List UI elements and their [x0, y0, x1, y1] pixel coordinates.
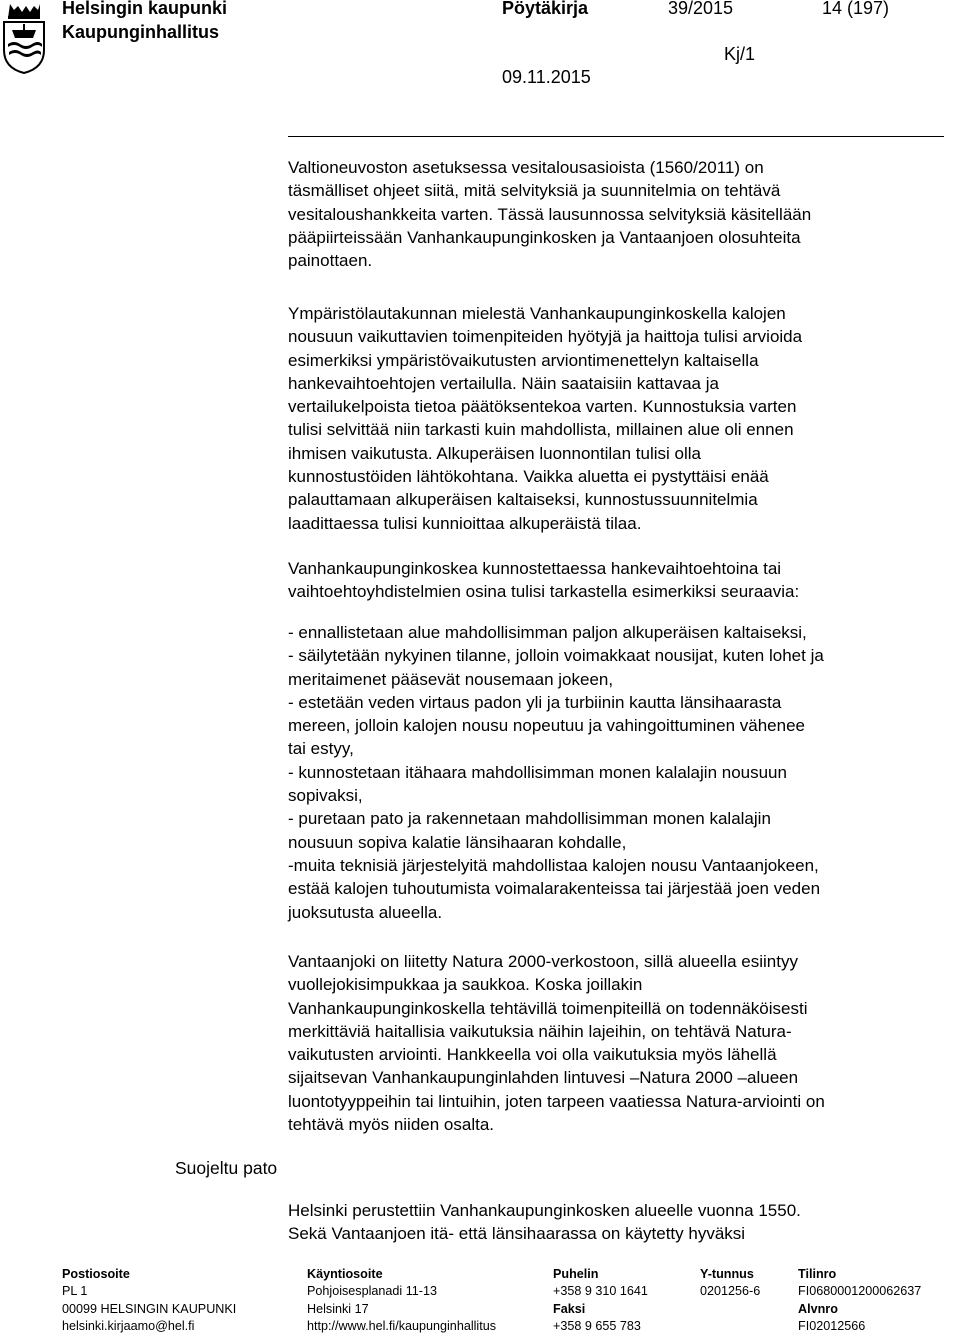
footer-line: 00099 HELSINGIN KAUPUNKI: [62, 1301, 237, 1316]
footer-line: 0201256-6: [700, 1284, 761, 1299]
paragraph-1: Valtioneuvoston asetuksessa vesitalousasioista (1560/2011) on täsmälliset ohjeet siitä, mitä selvityksiä ja suunnitelmia on tehtävä vesitaloushankkeita varten. Tässä lausunnossa selvityksiä käsitellään pääpiirteissään Vanhankaupunginkosken ja Vantaanjoen olosuhteita painottaen.: [288, 158, 812, 271]
footer-heading: Alvnro: [798, 1301, 838, 1316]
page-number: 14 (197): [822, 0, 890, 18]
footer-line: Pohjoisesplanadi 11-13: [307, 1284, 437, 1299]
footer-heading: Puhelin: [553, 1267, 599, 1281]
paragraph-5: Helsinki perustettiin Vanhankaupunginkosken alueelle vuonna 1550. Sekä Vantaanjoen itä- että länsihaarassa on käytetty hyväksi: [288, 1201, 801, 1244]
footer-heading: Käyntiosoite: [307, 1267, 383, 1281]
paragraph-4: Vantaanjoki on liitetty Natura 2000-verkostoon, sillä alueella esiintyy vuollejokisimpukkaa ja saukkoa. Koska joillakin Vanhankaupunginkoskella tehtävillä toimenpiteillä on todennäköisesti merkittäviä haitallisia vaikutuksia näihin lajeihin, on tehtävä Natura- vaikutusten arviointi. Hankkeella voi olla vaikutuksia myös lähellä sijaitsevan Vanhankaupunginlahden lintuvesi –Natura 2000 –alueen luontotyyppeihin tai lintuihin, joten tarpeen vaatiessa Natura-arviointi on tehtävä myös niiden osalta.: [288, 952, 825, 1135]
footer-line: +358 9 310 1641: [553, 1284, 648, 1299]
footer-heading: Faksi: [553, 1301, 586, 1316]
footer-website-link[interactable]: http://www.hel.fi/kaupunginhallitus: [307, 1318, 497, 1333]
footer-email-link[interactable]: helsinki.kirjaamo@hel.fi: [62, 1318, 195, 1333]
footer-account: [798, 1266, 921, 1335]
footer-line: FI0680001200062637: [798, 1284, 922, 1299]
paragraph-2: Ympäristölautakunnan mielestä Vanhankaupunginkoskella kalojen nousuun vaikuttavien toimenpiteiden hyötyjä ja haittoja tulisi arvioida esimerkiksi ympäristövaikutusten arviontimenettelyn kaltaisella hankevaihtoehtojen vertailulla. Näin saataisiin kattavaa ja vertailukelpoista tietoa päätöksentekoa varten. Kunnostuksia varten tulisi selvittää niin tarkasti kuin mahdollista, millainen alue oli ennen ihmisen vaikutusta. Alkuperäisen luonnontilan tulisi olla kunnostustöiden lähtökohtana. Vaikka aluetta ei pystyttäisi enää palauttamaan alkuperäisen kaltaiseksi, kunnostussuunnitelmia laadittaessa tulisi kunnioittaa alkuperäistä tilaa.: [288, 304, 803, 533]
side-heading: Suojeltu pato: [175, 1158, 278, 1178]
department-name: Kaupunginhallitus: [62, 22, 219, 42]
paragraph-3: Vanhankaupunginkoskea kunnostettaessa hankevaihtoehtoina tai vaihtoehtoyhdistelmien osina tulisi tarkastella esimerkiksi seuraavia:: [288, 559, 800, 602]
footer-postal-address: [62, 1266, 236, 1335]
header-divider: [288, 136, 944, 137]
document-number: 39/2015: [668, 0, 734, 18]
agenda-item: Kj/1: [724, 44, 756, 64]
footer-line: FI02012566: [798, 1318, 866, 1333]
footer-visiting-address: [307, 1266, 496, 1335]
helsinki-coat-of-arms-icon: [0, 0, 48, 74]
footer-line: +358 9 655 783: [553, 1318, 641, 1333]
footer-heading: Tilinro: [798, 1267, 837, 1281]
document-type: Pöytäkirja: [502, 0, 589, 18]
footer-phone: [553, 1266, 648, 1335]
footer-line: Helsinki 17: [307, 1301, 369, 1316]
footer-business-id: [700, 1266, 760, 1301]
footer-heading: Y-tunnus: [700, 1267, 754, 1281]
org-name: Helsingin kaupunki: [62, 0, 228, 18]
meeting-date: 09.11.2015: [502, 67, 591, 87]
footer-heading: Postiosoite: [62, 1267, 130, 1281]
footer-line: PL 1: [62, 1284, 88, 1299]
options-list: - ennallistetaan alue mahdollisimman paljon alkuperäisen kaltaiseksi, - säilytetään nykyinen tilanne, jolloin voimakkaat nousijat, kuten lohet ja meritaimenet pääsevät nousemaan jokeen, - estetään veden virtaus padon yli ja turbiinin kautta länsihaarasta mereen, jolloin kalojen nousu nopeutuu ja vahingoittuminen vähenee tai estyy, - kunnostetaan itähaara mahdollisimman monen kalalajin nousuun sopivaksi, - puretaan pato ja rakennetaan mahdollisimman monen kalalajin nousuun sopiva kalatie länsihaaran kohdalle, -muita teknisiä järjestelyitä mahdollistaa kalojen nousu Vantaanjokeen, estää kalojen tuhoutumista voimalarakenteissa tai järjestää joen veden juoksutusta alueella.: [288, 623, 824, 922]
